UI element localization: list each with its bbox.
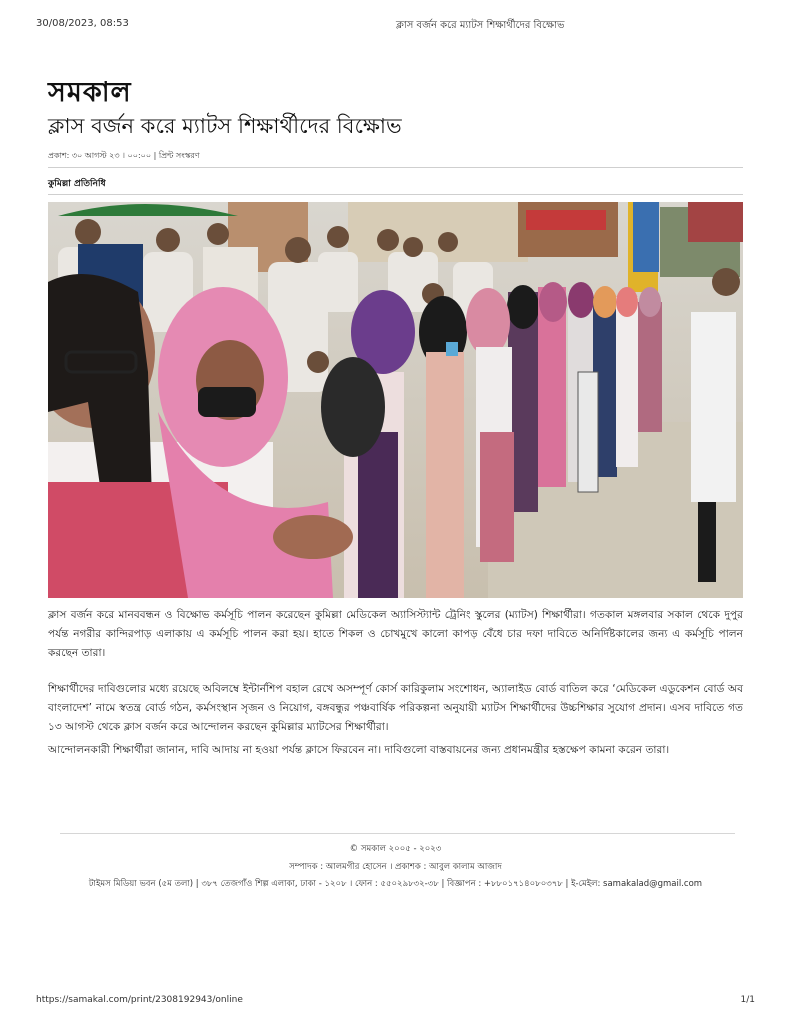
article-paragraph: শিক্ষার্থীদের দাবিগুলোর মধ্যে রয়েছে অবিলম্বে ইন্টার্নশিপ বহাল রেখে অসম্পূর্ণ কোর্স কারিকুলাম সংশোধন, অ্যালাইড বোর্ড বাতিল করে ‘মেডিকেল এডুকেশন বোর্ড অব বাংলাদেশ’ নামে স্বতন্ত্র বোর্ড গঠন, কর্মসংস্থান সৃজন ও নিয়োগ, বঙ্গবন্ধুর পঞ্চবার্ষিক পরিকল্পনা অনুযায়ী ম্যাটস শিক্ষার্থীদের উচ্চশিক্ষার সুযোগ প্রদান। এসব দাবিতে গত ১৩ আগস্ট থেকে ক্লাস বর্জন করে আন্দোলন করছেন কুমিল্লার ম্যাটসের শিক্ষার্থীরা। [48,683,743,733]
print-timestamp: 30/08/2023, 08:53 [36,18,129,29]
footer-copyright: © সমকাল ২০০৫ - ২০২৩ [349,844,442,854]
footer-address: টাইমস মিডিয়া ভবন (৫ম তলা) | ৩৮৭ তেজগাঁও শিল্প এলাকা, ঢাকা - ১২০৮ । ফোন : ৫৫০২৯৮৩২-৩৮ | বিজ্ঞাপন : +৮৮০১৭১৪০৮০৩৭৮ | ই-মেইল: samakalad@gmail.com [88,879,703,889]
divider [48,167,743,168]
print-header [36,18,755,32]
footer-editors: সম্পাদক : আলমগীর হোসেন । প্রকাশক : আবুল কালাম আজাদ [289,862,502,872]
article-published-meta: প্রকাশ: ৩০ আগস্ট ২৩ । ০০:০০ | প্রিন্ট সংস্করণ [48,151,200,160]
divider [60,833,735,834]
print-footer-page-number: 1/1 [740,995,755,1005]
print-footer-url: https://samakal.com/print/2308192943/online [36,995,243,1005]
article-photo [48,202,743,598]
article-paragraph: ক্লাস বর্জন করে মানববন্ধন ও বিক্ষোভ কর্মসূচি পালন করেছেন কুমিল্লা মেডিকেল অ্যাসিস্ট্যান্ট ট্রেনিং স্কুলের (ম্যাটস) শিক্ষার্থীরা। গতকাল মঙ্গলবার সকাল থেকে দুপুর পর্যন্ত নগরীর কান্দিরপাড় এলাকায় এ কর্মসূচি পালন করা হয়। হাতে শিকল ও চোখমুখে কালো কাপড় বেঁধে চার দফা দাবিতে অনির্দিষ্টকালের জন্য এ কর্মসূচি পালন করছেন তারা। [48,609,743,659]
article-headline: ক্লাস বর্জন করে ম্যাটস শিক্ষার্থীদের বিক্ষোভ [48,114,402,138]
divider [48,194,743,195]
article-reporter: কুমিল্লা প্রতিনিধি [48,179,106,189]
site-logo[interactable]: সমকাল [48,77,132,108]
article-paragraph: আন্দোলনকারী শিক্ষার্থীরা জানান, দাবি আদায় না হওয়া পর্যন্ত ক্লাসে ফিরবেন না। দাবিগুলো বাস্তবায়নের জন্য প্রধানমন্ত্রীর হস্তক্ষেপ কামনা করেন তারা। [48,744,670,756]
print-page-title: ক্লাস বর্জন করে ম্যাটস শিক্ষার্থীদের বিক্ষোভ [396,20,565,31]
